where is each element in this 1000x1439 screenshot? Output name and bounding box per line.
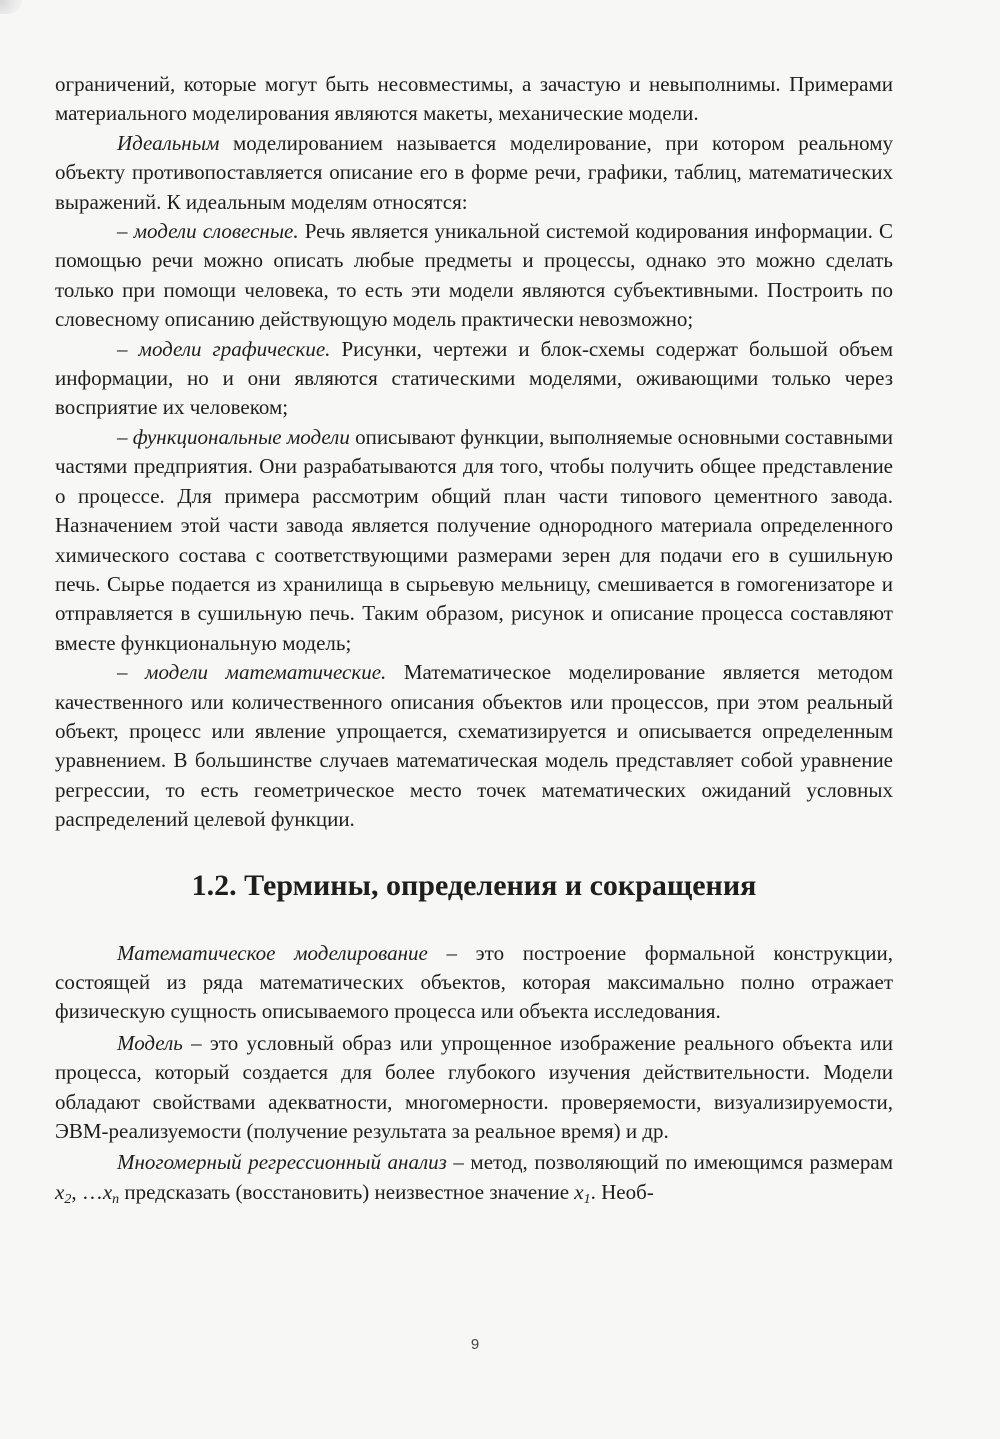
- list-item-text: Рисунки, чертежи и блок-схемы содержат большой объем информации, но и они являются статическими моделями, оживающими только через восприятие их человеком;: [55, 336, 893, 420]
- term-graphic-models: – модели графические.: [117, 336, 331, 361]
- definition-text: , …: [71, 1179, 103, 1204]
- list-item-graphic-models: [55, 335, 893, 423]
- definition-text: – это построение формальной конструкции, состоящей из ряда математических объектов, которая максимально полно отражает физическую сущность описываемого процесса или объекта исследования.: [55, 940, 894, 1024]
- definition-regression-analysis: [55, 1148, 893, 1214]
- definition-model: [55, 1029, 893, 1147]
- list-item-text: описывают функции, выполняемые основными составными частями предприятия. Они разрабатываются для того, чтобы получить общее представление о процессе. Для примера рассмотрим общий план части типового цементного завода. Назначением этой части завода является получение однородного материала определенного химического состава с соответствующими размерами зерен для подачи его в сушильную печь. Сырье подается из хранилища в сырьевую мельницу, смешивается в гомогенизаторе и отправляется в сушильную печь. Таким образом, рисунок и описание процесса составляют вместе функциональную модель;: [55, 424, 894, 655]
- subscript-n: n: [112, 1191, 120, 1207]
- section-heading: 1.2. Термины, определения и сокращения: [191, 868, 757, 902]
- definitions-section: [55, 939, 893, 1215]
- definition-text: – это условный образ или упрощенное изображение реального объекта или процесса, который создается для более глубокого изучения действительности. Модели обладают свойствами адекватности, многомерности. проверяемости, визуализируемости, ЭВМ-реализуемости (получение результата за реальное время) и др.: [55, 1030, 893, 1143]
- term-regression-analysis: Многомерный регрессионный анализ: [117, 1150, 447, 1175]
- list-item-verbal-models: [55, 217, 893, 335]
- term-math-models: – модели математические.: [117, 660, 387, 685]
- definition-text: . Необ-: [590, 1179, 654, 1204]
- list-item-text: Речь является уникальной системой кодирования информации. С помощью речи можно описать любые предметы и процессы, однако это можно сделать только при помощи человека, то есть эти модели являются субъективными. Построить по словесному описанию действующую модель практически невозможно;: [55, 219, 893, 332]
- list-item-text: Математическое моделирование является методом качественного или количественного описания объектов или процессов, при этом реальный объект, процесс или явление упрощается, схематизируется и описывается определенным уравнением. В большинстве случаев математическая модель представляет собой уравнение регрессии, то есть геометрическое место точек математических ожиданий условных распределений целевой функции.: [55, 660, 893, 832]
- variable-x: x: [574, 1179, 584, 1204]
- term-math-modeling: Математическое моделирование: [117, 940, 428, 965]
- page-content: [55, 70, 893, 1216]
- variable-x: x: [55, 1179, 65, 1204]
- term-verbal-models: – модели словесные.: [117, 219, 299, 244]
- list-item-math-models: [55, 658, 893, 834]
- variable-x: x: [102, 1179, 113, 1204]
- subscript-1: 1: [583, 1191, 591, 1207]
- paragraph-text: моделированием называется моделирование, при котором реальному объекту противопоставляется описание его в форме речи, графики, таблиц, математических выражений. К идеальным моделям относятся:: [55, 130, 893, 214]
- definition-text: предсказать (восстановить) неизвестное значение: [119, 1179, 575, 1204]
- list-item-functional-models: [55, 423, 893, 658]
- paragraph-ideal-modeling: [55, 129, 893, 217]
- scan-corner-mark: [0, 0, 22, 14]
- term-model: Модель: [117, 1030, 183, 1055]
- definition-text: – метод, позволяющий по имеющимся размерам: [446, 1150, 893, 1175]
- term-ideal: Идеальным: [117, 130, 220, 155]
- paragraph-continuation: ограничений, которые могут быть несовместимы, а зачастую и невыполнимы. Примерами материального моделирования являются макеты, механические модели.: [55, 72, 893, 126]
- term-functional-models: – функциональные модели: [117, 424, 350, 449]
- definition-math-modeling: [55, 939, 893, 1027]
- page-number: 9: [470, 1336, 480, 1353]
- subscript-2: 2: [64, 1191, 72, 1207]
